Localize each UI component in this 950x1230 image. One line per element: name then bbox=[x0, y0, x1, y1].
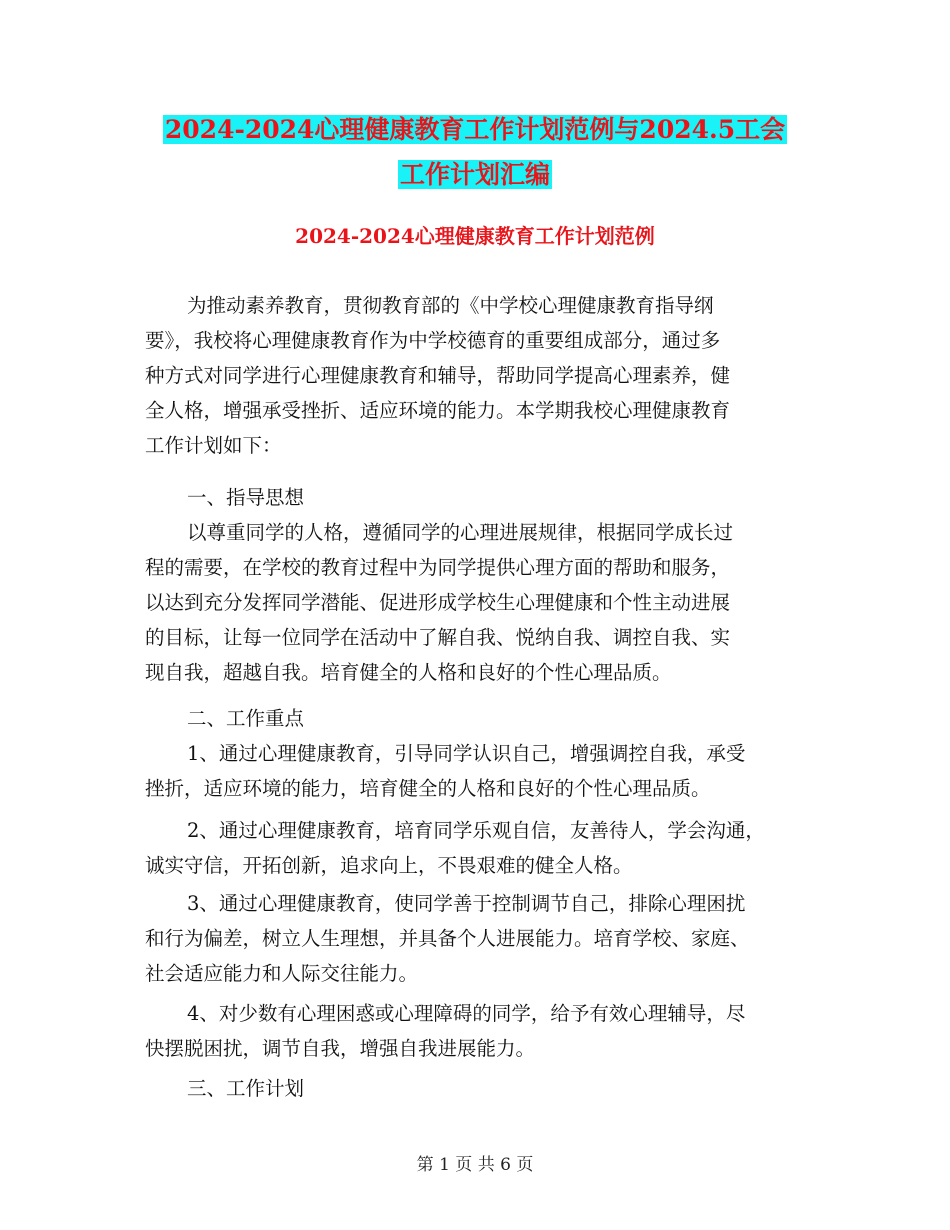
paragraph-line: 3、通过心理健康教育，使同学善于控制调节自己，排除心理困扰 bbox=[187, 892, 746, 915]
paragraph-line: 种方式对同学进行心理健康教育和辅导，帮助同学提高心理素养，健 bbox=[145, 364, 731, 387]
paragraph-line: 一、指导思想 bbox=[187, 486, 305, 509]
paragraph-line: 三、工作计划 bbox=[187, 1077, 305, 1100]
paragraph-line: 要》，我校将心理健康教育作为中学校德育的重要组成部分，通过多 bbox=[145, 329, 721, 352]
paragraph-line: 二、工作重点 bbox=[187, 707, 305, 730]
paragraph-line: 以尊重同学的人格，遵循同学的心理进展规律，根据同学成长过 bbox=[187, 521, 734, 544]
paragraph bbox=[145, 1071, 810, 1106]
paragraph bbox=[145, 288, 810, 463]
document-title-text-1: 2024-2024心理健康教育工作计划范例与2024.5工会 bbox=[164, 115, 786, 144]
paragraph-line: 工作计划如下： bbox=[145, 434, 282, 457]
paragraph bbox=[145, 886, 810, 991]
paragraph-line: 全人格，增强承受挫折、适应环境的能力。本学期我校心理健康教育 bbox=[145, 399, 731, 422]
paragraph-line: 为推动素养教育，贯彻教育部的《中学校心理健康教育指导纲 bbox=[187, 294, 714, 317]
paragraph-line: 程的需要，在学校的教育过程中为同学提供心理方面的帮助和服务， bbox=[145, 556, 731, 579]
document-title-line-2 bbox=[0, 157, 950, 193]
paragraph-line: 挫折，适应环境的能力，培育健全的人格和良好的个性心理品质。 bbox=[145, 777, 711, 800]
paragraph bbox=[145, 515, 810, 690]
paragraph-line: 4、对少数有心理困惑或心理障碍的同学，给予有效心理辅导，尽 bbox=[187, 1002, 746, 1025]
paragraph bbox=[145, 480, 810, 515]
paragraph-line: 以达到充分发挥同学潜能、促进形成学校生心理健康和个性主动进展 bbox=[145, 591, 731, 614]
page-footer: 第 1 页 共 6 页 bbox=[416, 1155, 534, 1175]
paragraph-line: 的目标，让每一位同学在活动中了解自我、悦纳自我、调控自我、实 bbox=[145, 626, 731, 649]
paragraph bbox=[145, 996, 810, 1066]
paragraph-line: 现自我，超越自我。培育健全的人格和良好的个性心理品质。 bbox=[145, 661, 672, 684]
paragraph-line: 快摆脱困扰，调节自我，增强自我进展能力。 bbox=[145, 1037, 536, 1060]
paragraph-line: 和行为偏差，树立人生理想，并具备个人进展能力。培育学校、家庭、 bbox=[145, 927, 750, 950]
paragraph bbox=[145, 813, 810, 883]
paragraph-line: 诚实守信，开拓创新，追求向上，不畏艰难的健全人格。 bbox=[145, 854, 633, 877]
section-title: 2024-2024心理健康教育工作计划范例 bbox=[295, 224, 655, 248]
paragraph-line: 1、通过心理健康教育，引导同学认识自己，增强调控自我，承受 bbox=[187, 742, 746, 765]
paragraph-line: 2、通过心理健康教育，培育同学乐观自信，友善待人，学会沟通， bbox=[187, 819, 765, 842]
document-title-text-2: 工作计划汇编 bbox=[399, 160, 550, 189]
paragraph bbox=[145, 701, 810, 736]
document-title-line-1 bbox=[0, 112, 950, 148]
paragraph bbox=[145, 736, 810, 806]
paragraph-line: 社会适应能力和人际交往能力。 bbox=[145, 962, 419, 985]
